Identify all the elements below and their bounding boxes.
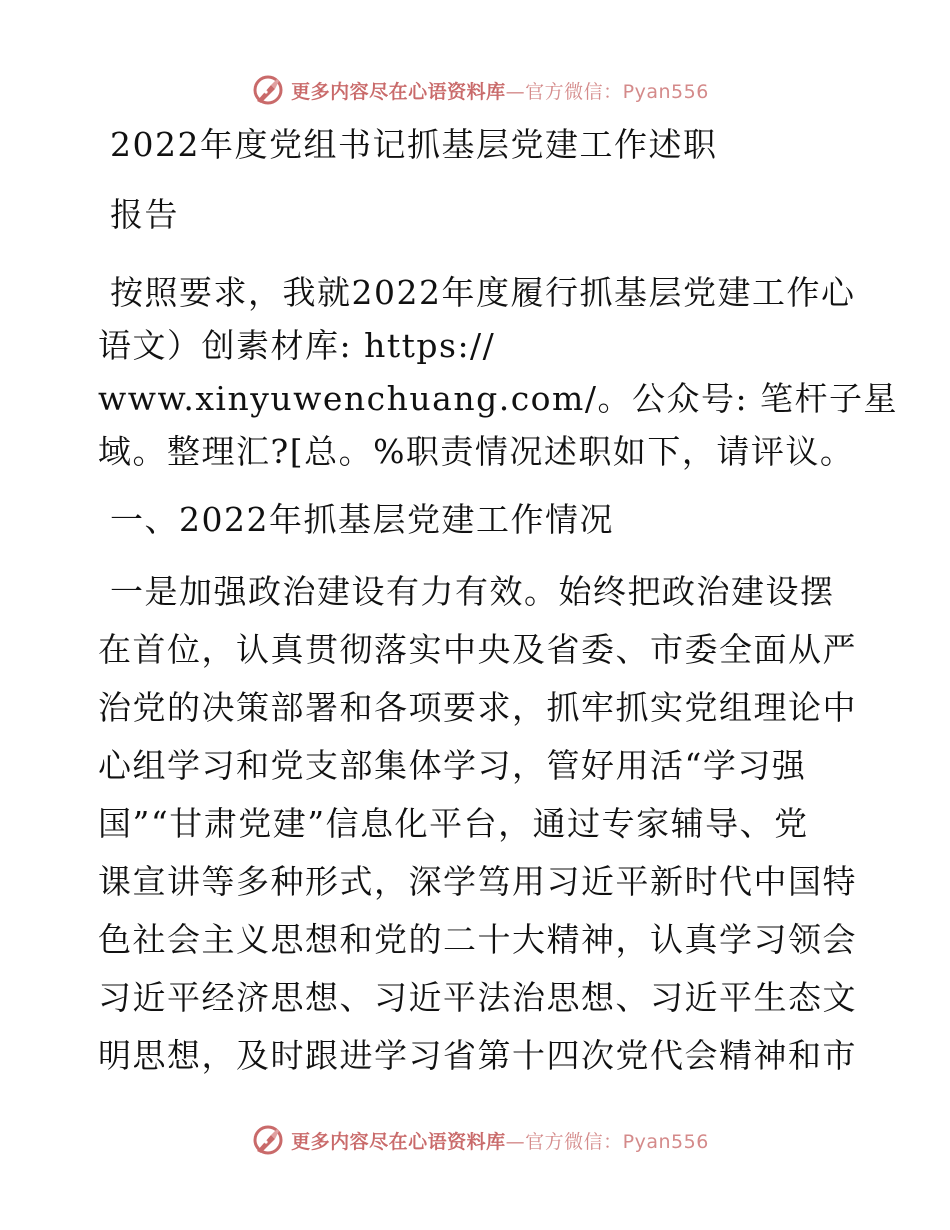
watermark-text [291, 77, 709, 104]
footer-watermark [0, 1120, 950, 1160]
header-watermark [0, 70, 950, 110]
document-title-line-2: 报告 [110, 195, 179, 234]
watermark-text-bold: 更多内容尽在心语资料库 [291, 1130, 506, 1153]
watermark-text [291, 1127, 709, 1154]
watermark-text-bold: 更多内容尽在心语资料库 [291, 80, 506, 103]
body-line-2: 在首位，认真贯彻落实中央及省委、市委全面从严 [98, 630, 857, 669]
body-line-6: 课宣讲等多种形式，深学笃用习近平新时代中国特 [98, 862, 857, 901]
section-heading: 一、2022年抓基层党建工作情况 [110, 500, 614, 539]
watermark-group [251, 73, 709, 107]
watermark-text-rest: —官方微信：Pyan556 [505, 1130, 709, 1153]
body-line-7: 色社会主义思想和党的二十大精神，认真学习领会 [98, 920, 857, 959]
intro-line-3: www.xinyuwenchuang.com/。公众号: 笔杆子星 [98, 379, 899, 418]
body-line-1: 一是加强政治建设有力有效。始终把政治建设摆 [110, 572, 835, 611]
body-line-4: 心组学习和党支部集体学习，管好用活“学习强 [98, 746, 807, 785]
body-line-9: 明思想，及时跟进学习省第十四次党代会精神和市 [98, 1036, 857, 1075]
body-line-8: 习近平经济思想、习近平法治思想、习近平生态文 [98, 978, 857, 1017]
pen-nib-logo-icon [251, 1123, 285, 1157]
body-line-3: 治党的决策部署和各项要求，抓牢抓实党组理论中 [98, 688, 857, 727]
body-line-5: 国”“甘肃党建”信息化平台，通过专家辅导、党 [98, 804, 809, 843]
pen-nib-logo-icon [251, 73, 285, 107]
watermark-text-rest: —官方微信：Pyan556 [505, 80, 709, 103]
watermark-group [251, 1123, 709, 1157]
intro-line-4: 域。整理汇?[总。%职责情况述职如下，请评议。 [98, 432, 855, 471]
intro-line-2: 语文）创素材库: https:// [98, 326, 496, 365]
document-body [98, 125, 899, 1076]
intro-line-1: 按照要求，我就2022年度履行抓基层党建工作心 [110, 273, 856, 312]
document-title-line-1: 2022年度党组书记抓基层党建工作述职 [110, 125, 718, 164]
